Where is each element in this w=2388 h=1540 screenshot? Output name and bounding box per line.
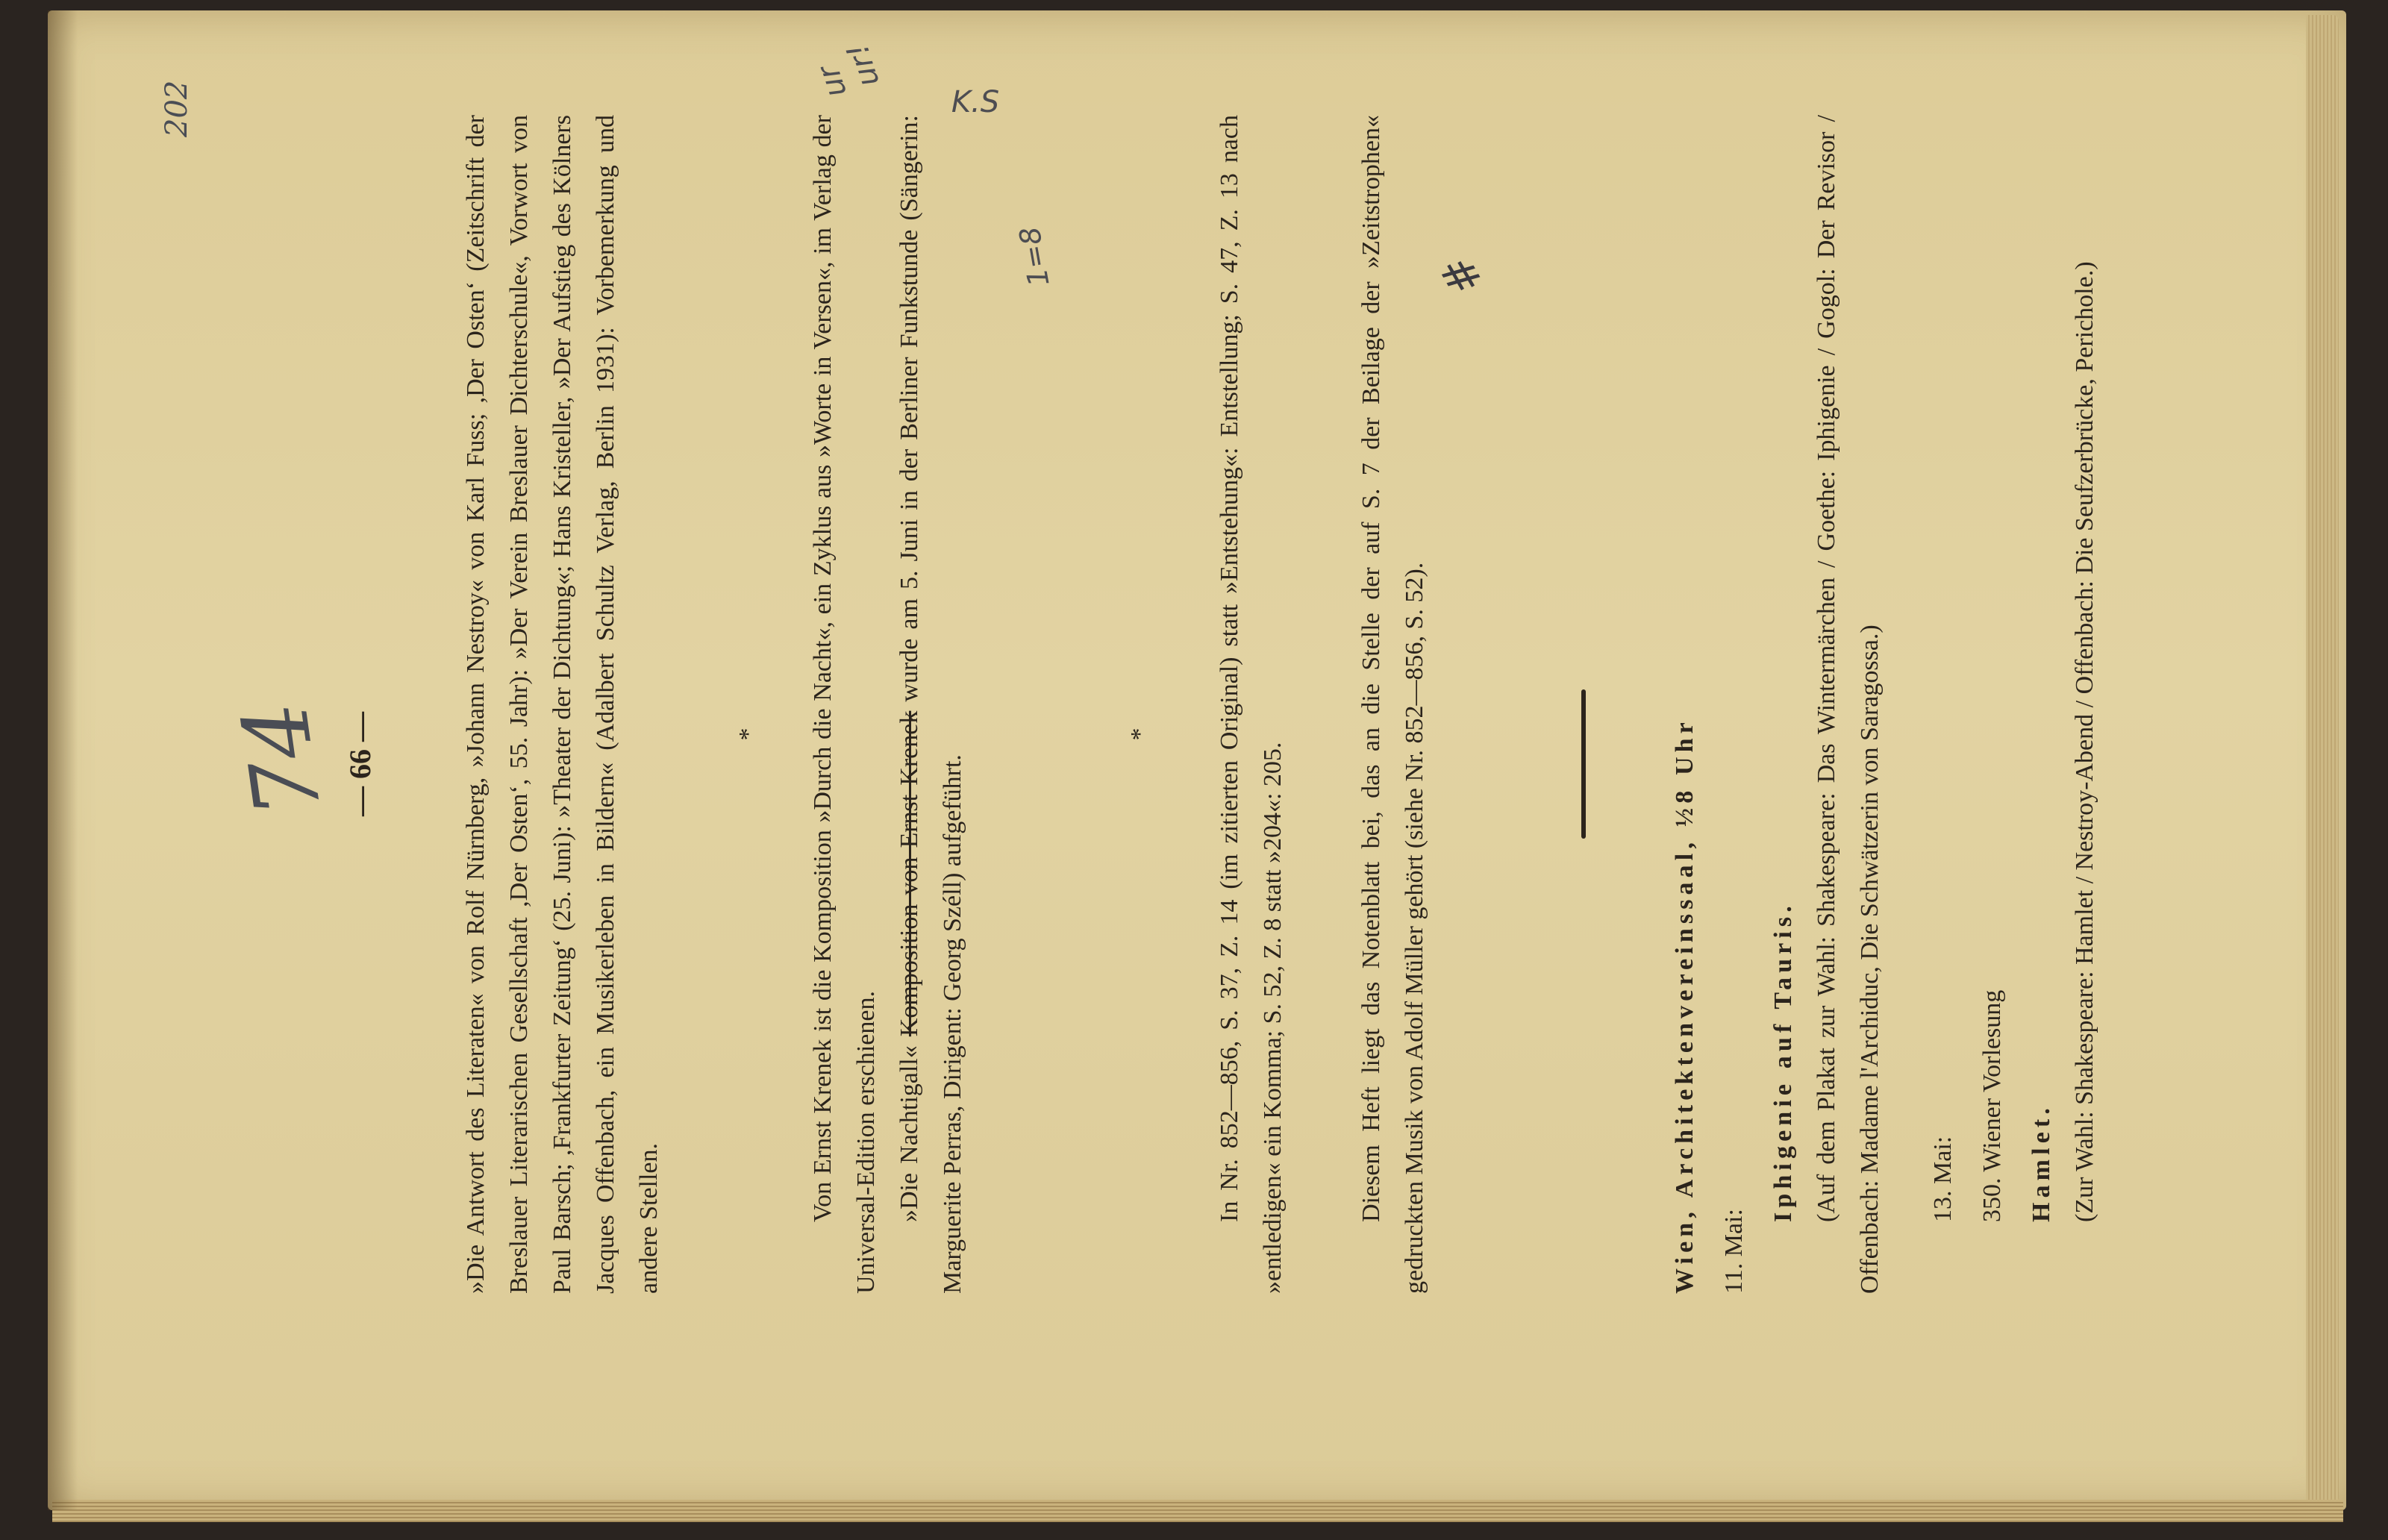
program-date-2: 13. Mai:: [1929, 1136, 1957, 1222]
page-number: — 66 —: [343, 712, 377, 816]
paragraph-sources: [454, 115, 671, 1294]
handwritten-folio: 74: [223, 695, 342, 823]
section-rule: [1581, 689, 1586, 839]
paragraph-nachtigall: [888, 115, 975, 1294]
program-section: [1663, 115, 2107, 1294]
program-title-1: Iphigenie auf Tauris.: [1769, 901, 1797, 1222]
program-title-2: Hamlet.: [2028, 1104, 2055, 1222]
paragraph-notenblatt: [1350, 115, 1437, 1294]
struck-composer-credit: Komposition von Ernst Krenek: [896, 710, 923, 1037]
handwritten-mark: #: [1430, 245, 1494, 305]
program-note-2: (Zur Wahl: Shakespeare: Hamlet / Nestroy-Abend / Offenbach: Die Seufzerbrücke, Perichole.): [2071, 261, 2098, 1222]
program-date-1: 11. Mai:: [1720, 1209, 1748, 1294]
program-note-1: (Auf dem Plakat zur Wahl: Shakespeare: Das Wintermärchen / Goethe: Iphigenie / Gogol: Der Revisor / Offenbach: Madame l'Archiduc, Die Schwätzerin von Saragossa.): [1813, 115, 1884, 1294]
program-venue: Wien, Architektenvereinssaal, ½8 Uhr: [1671, 718, 1698, 1294]
paragraph-errata-text: In Nr. 852—856, S. 37, Z. 14 (im zitierten Original) statt »Entstehung«: Entstellung; S. 47, Z. 13 nach »entledigen« ein Komma; S. 52, Z. 8 statt »204«: 205.: [1216, 115, 1287, 1294]
nachtigall-title: »Die Nachtigall«: [896, 1045, 923, 1222]
handwritten-corner-number: 202: [160, 80, 194, 137]
handwritten-note-ur: ur ur!: [811, 39, 887, 102]
paragraph-notenblatt-text: Diesem Heft liegt das Notenblatt bei, das an die Stelle der auf S. 7 der Beilage der »Zeitstrophen« gedruckten Musik von Adolf Müller gehört (siehe Nr. 852—856, S. 52).: [1357, 115, 1428, 1294]
nachtigall-performance: wurde am 5. Juni in der Berliner Funkstunde (Sängerin: Marguerite Perras, Dirigent: Georg Széll) aufgeführt.: [896, 115, 966, 1294]
rotated-text-content: [48, 25, 2346, 1510]
paragraph-krenek: [801, 115, 975, 1294]
paragraph-sources-text: »Die Antwort des Literaten« von Rolf Nürnberg, »Johann Nestroy« von Karl Fuss; ,Der Osten‘ (Zeitschrift der Breslauer Literarischen Gesellschaft ,Der Osten‘, 55. Jahr): »Der Verein Breslauer Dichterschule«, Vorwort von Paul Barsch; ,Frankfurter Zeitung‘ (25. Juni): »Theater der Dichtung«; Hans Kristeller, »Der Aufstieg des Kölners Jacques Offenbach, ein Musikerleben in Bildern« (Adalbert Schultz Verlag, Berlin 1931): Vorbemerkung und andere Stellen.: [462, 115, 663, 1294]
paragraph-krenek-text: Von Ernst Krenek ist die Komposition »Durch die Nacht«, ein Zyklus aus »Worte in Versen«, im Verlag der Universal-Edition erschienen.: [809, 115, 880, 1294]
handwritten-note-ks: K.S: [951, 84, 1000, 119]
paragraph-errata: [1208, 115, 1295, 1294]
handwritten-note-eq: 1=8: [1013, 224, 1056, 289]
program-reading: 350. Wiener Vorlesung: [1978, 989, 2006, 1222]
asterisk-separator-2: *: [1126, 727, 1154, 741]
asterisk-separator-1: *: [734, 727, 762, 741]
